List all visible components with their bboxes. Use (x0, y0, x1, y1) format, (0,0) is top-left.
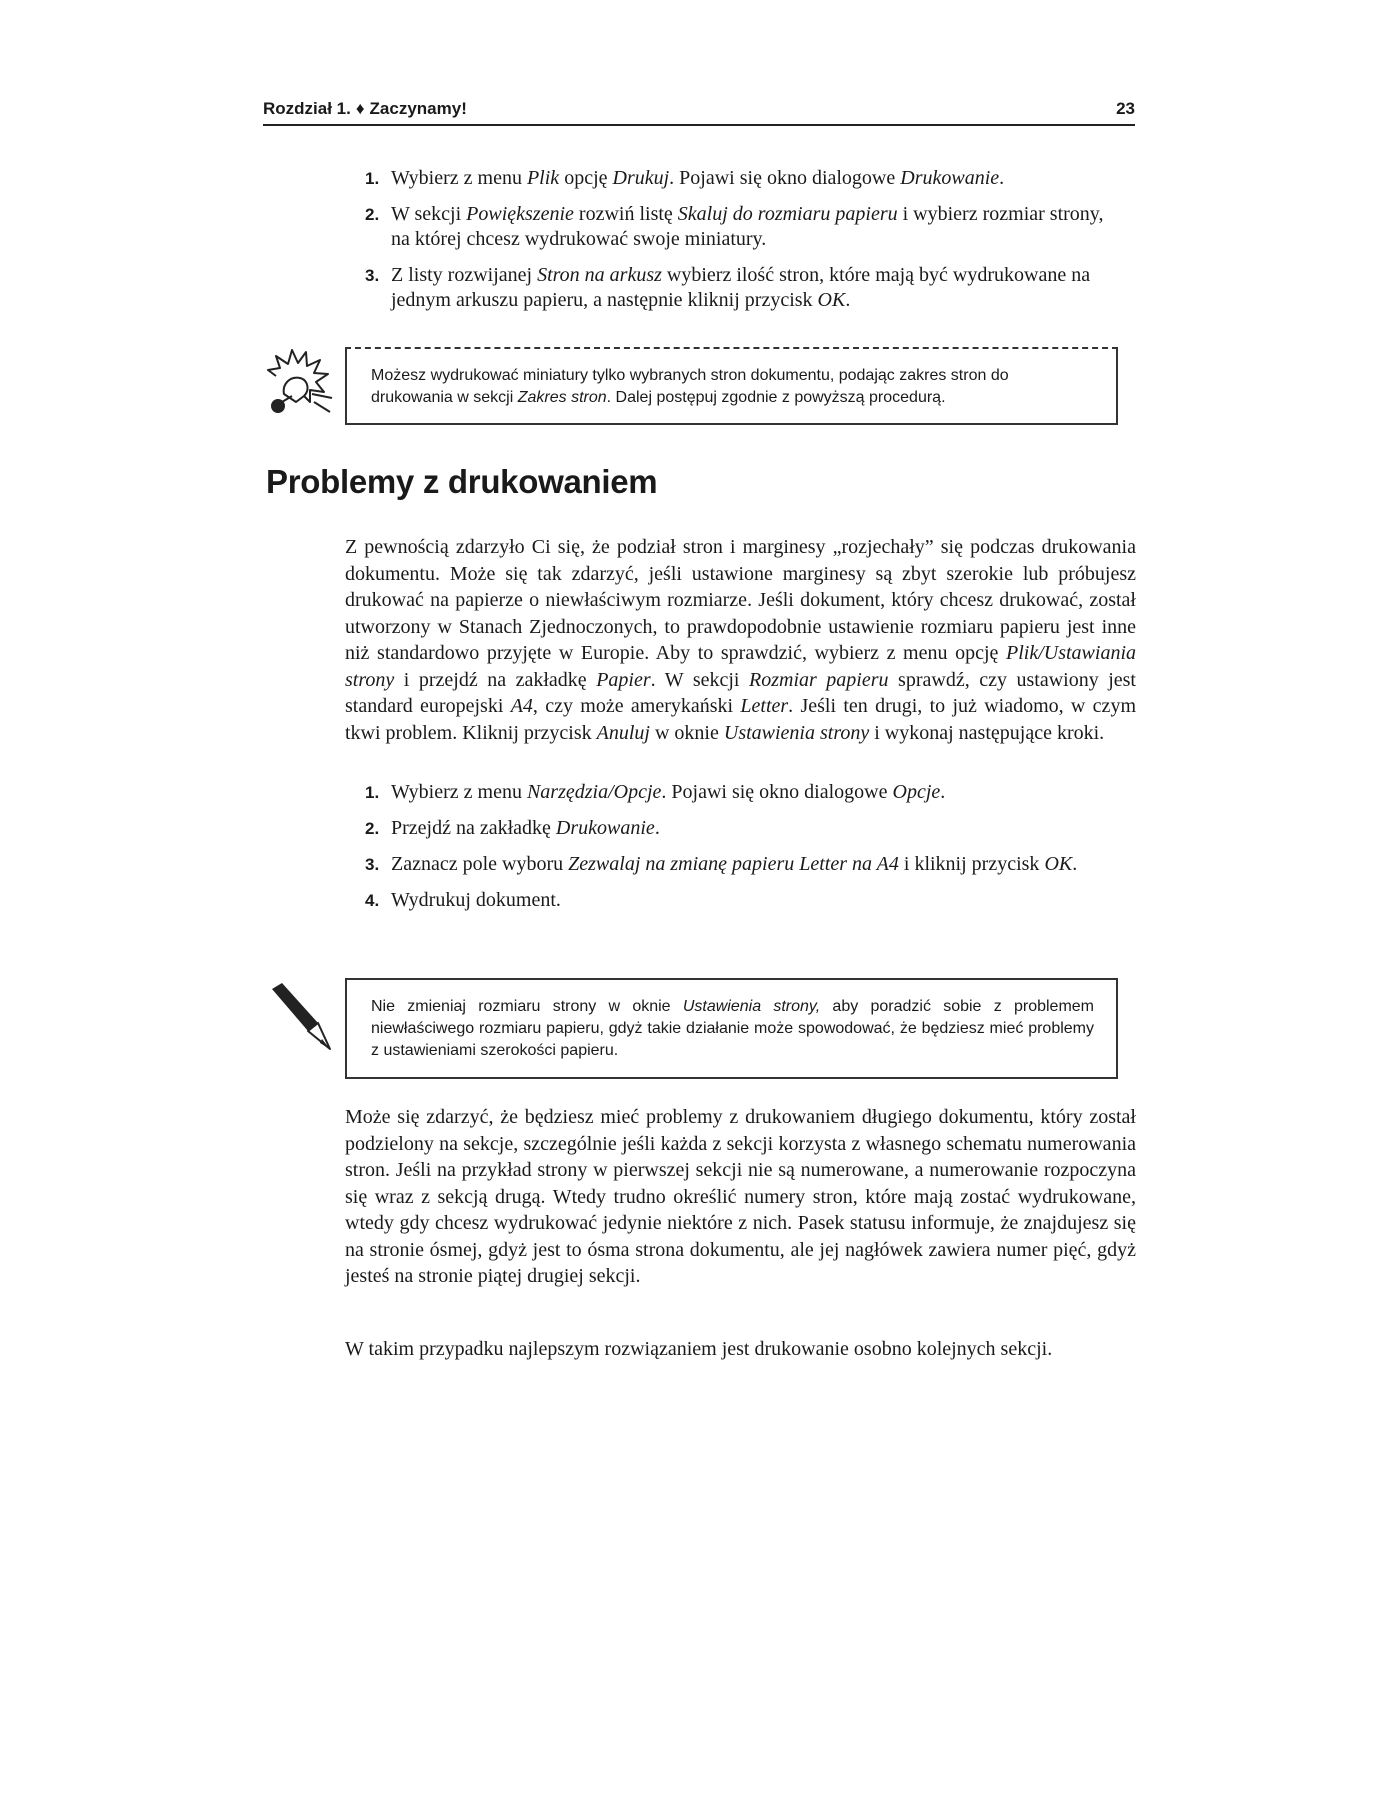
italic-term: Papier (596, 668, 651, 691)
tip-note-box (345, 347, 1118, 425)
list-item (365, 202, 1105, 252)
list-item (365, 263, 1105, 313)
italic-term: Zakres stron (517, 389, 607, 406)
list-item (365, 780, 1105, 805)
paragraph-intro: Z pewnością zdarzyło Ci się, że podział stron i marginesy „rozjechały” się podczas drukowania dokumentu. Może się tak zdarzyć, jeśli ustawione marginesy są zbyt szerokie lub próbujesz drukować na papierze o niewłaściwym rozmiarze. Jeśli dokument, który chcesz drukować, został utworzony w Stanach Zjednoczonych, to prawdopodobnie ustawienie rozmiaru papieru jest inne niż standardowo przyjęte w Europie. Aby to sprawdzić, wybierz z menu opcję Plik/Ustawiania strony i przejdź na zakładkę Papier. W sekcji Rozmiar papieru sprawdź, czy ustawiony jest standard europejski A4, czy może amerykański Letter. Jeśli ten drugi, to już wiadomo, w czym tkwi problem. Kliknij przycisk Anuluj w oknie Ustawienia strony i wykonaj następujące kroki. (345, 536, 1136, 744)
italic-term: Drukowanie (900, 167, 1000, 189)
italic-term: Ustawienia strony, (682, 998, 821, 1015)
tip-note-text: Możesz wydrukować miniatury tylko wybranych stron dokumentu, podając zakres stron do drukowania w sekcji Zakres stron. Dalej postępuj zgodnie z powyższą procedurą. (371, 367, 1009, 406)
lightbulb-icon (262, 346, 334, 420)
page-number: 23 (1116, 99, 1135, 118)
list-item-number: 4. (365, 891, 380, 910)
section-title: Problemy z drukowaniem (266, 463, 658, 500)
italic-term: Narzędzia/Opcje (526, 781, 662, 803)
italic-term: OK (817, 289, 846, 311)
paragraph-sections: Może się zdarzyć, że będziesz mieć problemy z drukowaniem długiego dokumentu, który został podzielony na sekcje, szczególnie jeśli każda z sekcji korzysta z własnego schematu numerowania stron. Jeśli na przykład strony w pierwszej sekcji nie są numerowane, a numerowanie rozpoczyna się wraz z sekcją drugą. Wtedy trudno określić numery stron, które mają zostać wydrukowane, wtedy gdy chcesz wydrukować jedynie niektóre z nich. Pasek statusu informuje, że znajdujesz się na stronie ósmej, gdyż jest to ósma strona dokumentu, ale jej nagłówek zawiera numer pięć, gdyż jesteś na stronie piątej drugiej sekcji. (345, 1106, 1136, 1287)
diamond-icon: ♦ (355, 99, 365, 118)
italic-term: Rozmiar papieru (749, 668, 889, 691)
pencil-icon (270, 983, 332, 1051)
warning-note-text: Nie zmieniaj rozmiaru strony w oknie Ustawienia strony, aby poradzić sobie z problemem niewłaściwego rozmiaru papieru, gdyż takie działanie może spowodować, że będziesz mieć problemy z ustawieniami szerokości papieru. (371, 998, 1094, 1059)
italic-term: Drukowanie (555, 817, 655, 839)
steps-list-paper-size (365, 780, 1105, 924)
steps-list-thumbnails (365, 166, 1105, 324)
italic-term: Skaluj do rozmiaru papieru (677, 203, 898, 225)
italic-term: OK (1044, 853, 1073, 875)
list-item (365, 166, 1105, 191)
italic-term: Zezwalaj na zmianę papieru Letter na A4 (568, 853, 899, 875)
warning-note-box (345, 978, 1118, 1079)
italic-term: A4 (510, 695, 533, 717)
italic-term: Plik (526, 167, 560, 189)
italic-term: Opcje (892, 781, 941, 803)
list-item-number: 2. (365, 819, 380, 838)
list-item (365, 816, 1105, 841)
list-item-text: Zaznacz pole wyboru Zezwalaj na zmianę papieru Letter na A4 i kliknij przycisk OK. (391, 853, 1078, 875)
italic-term: Drukuj (612, 167, 670, 189)
list-item-text: Wydrukuj dokument. (391, 889, 561, 911)
italic-term: Plik/Ustawiania strony (345, 642, 1136, 691)
list-item (365, 888, 1105, 913)
list-item-text: Przejdź na zakładkę Drukowanie. (391, 817, 660, 839)
italic-term: Stron na arkusz (537, 264, 662, 286)
list-item-number: 3. (365, 855, 380, 874)
italic-term: Powiększenie (466, 203, 574, 225)
chapter-title: Zaczynamy! (369, 99, 467, 118)
list-item-text: Z listy rozwijanej Stron na arkusz wybierz ilość stron, które mają być wydrukowane na jednym arkuszu papieru, a następnie kliknij przycisk OK. (391, 264, 1091, 311)
italic-term: Anuluj (596, 721, 650, 744)
italic-term: Ustawienia strony (723, 721, 870, 744)
list-item-text: W sekcji Powiększenie rozwiń listę Skaluj do rozmiaru papieru i wybierz rozmiar strony, na której chcesz wydrukować swoje miniatury. (391, 203, 1104, 250)
list-item (365, 852, 1105, 877)
chapter-number: Rozdział 1. (263, 99, 351, 118)
running-header (263, 99, 1135, 126)
list-item-number: 1. (365, 169, 380, 188)
italic-term: Letter (740, 695, 789, 717)
list-item-text: Wybierz z menu Plik opcję Drukuj. Pojawi się okno dialogowe Drukowanie. (391, 167, 1005, 189)
list-item-number: 2. (365, 205, 380, 224)
list-item-number: 3. (365, 266, 380, 285)
list-item-text: Wybierz z menu Narzędzia/Opcje. Pojawi się okno dialogowe Opcje. (391, 781, 946, 803)
list-item-number: 1. (365, 783, 380, 802)
paragraph-conclusion: W takim przypadku najlepszym rozwiązaniem jest drukowanie osobno kolejnych sekcji. (345, 1338, 1053, 1360)
chapter-label (263, 99, 467, 119)
